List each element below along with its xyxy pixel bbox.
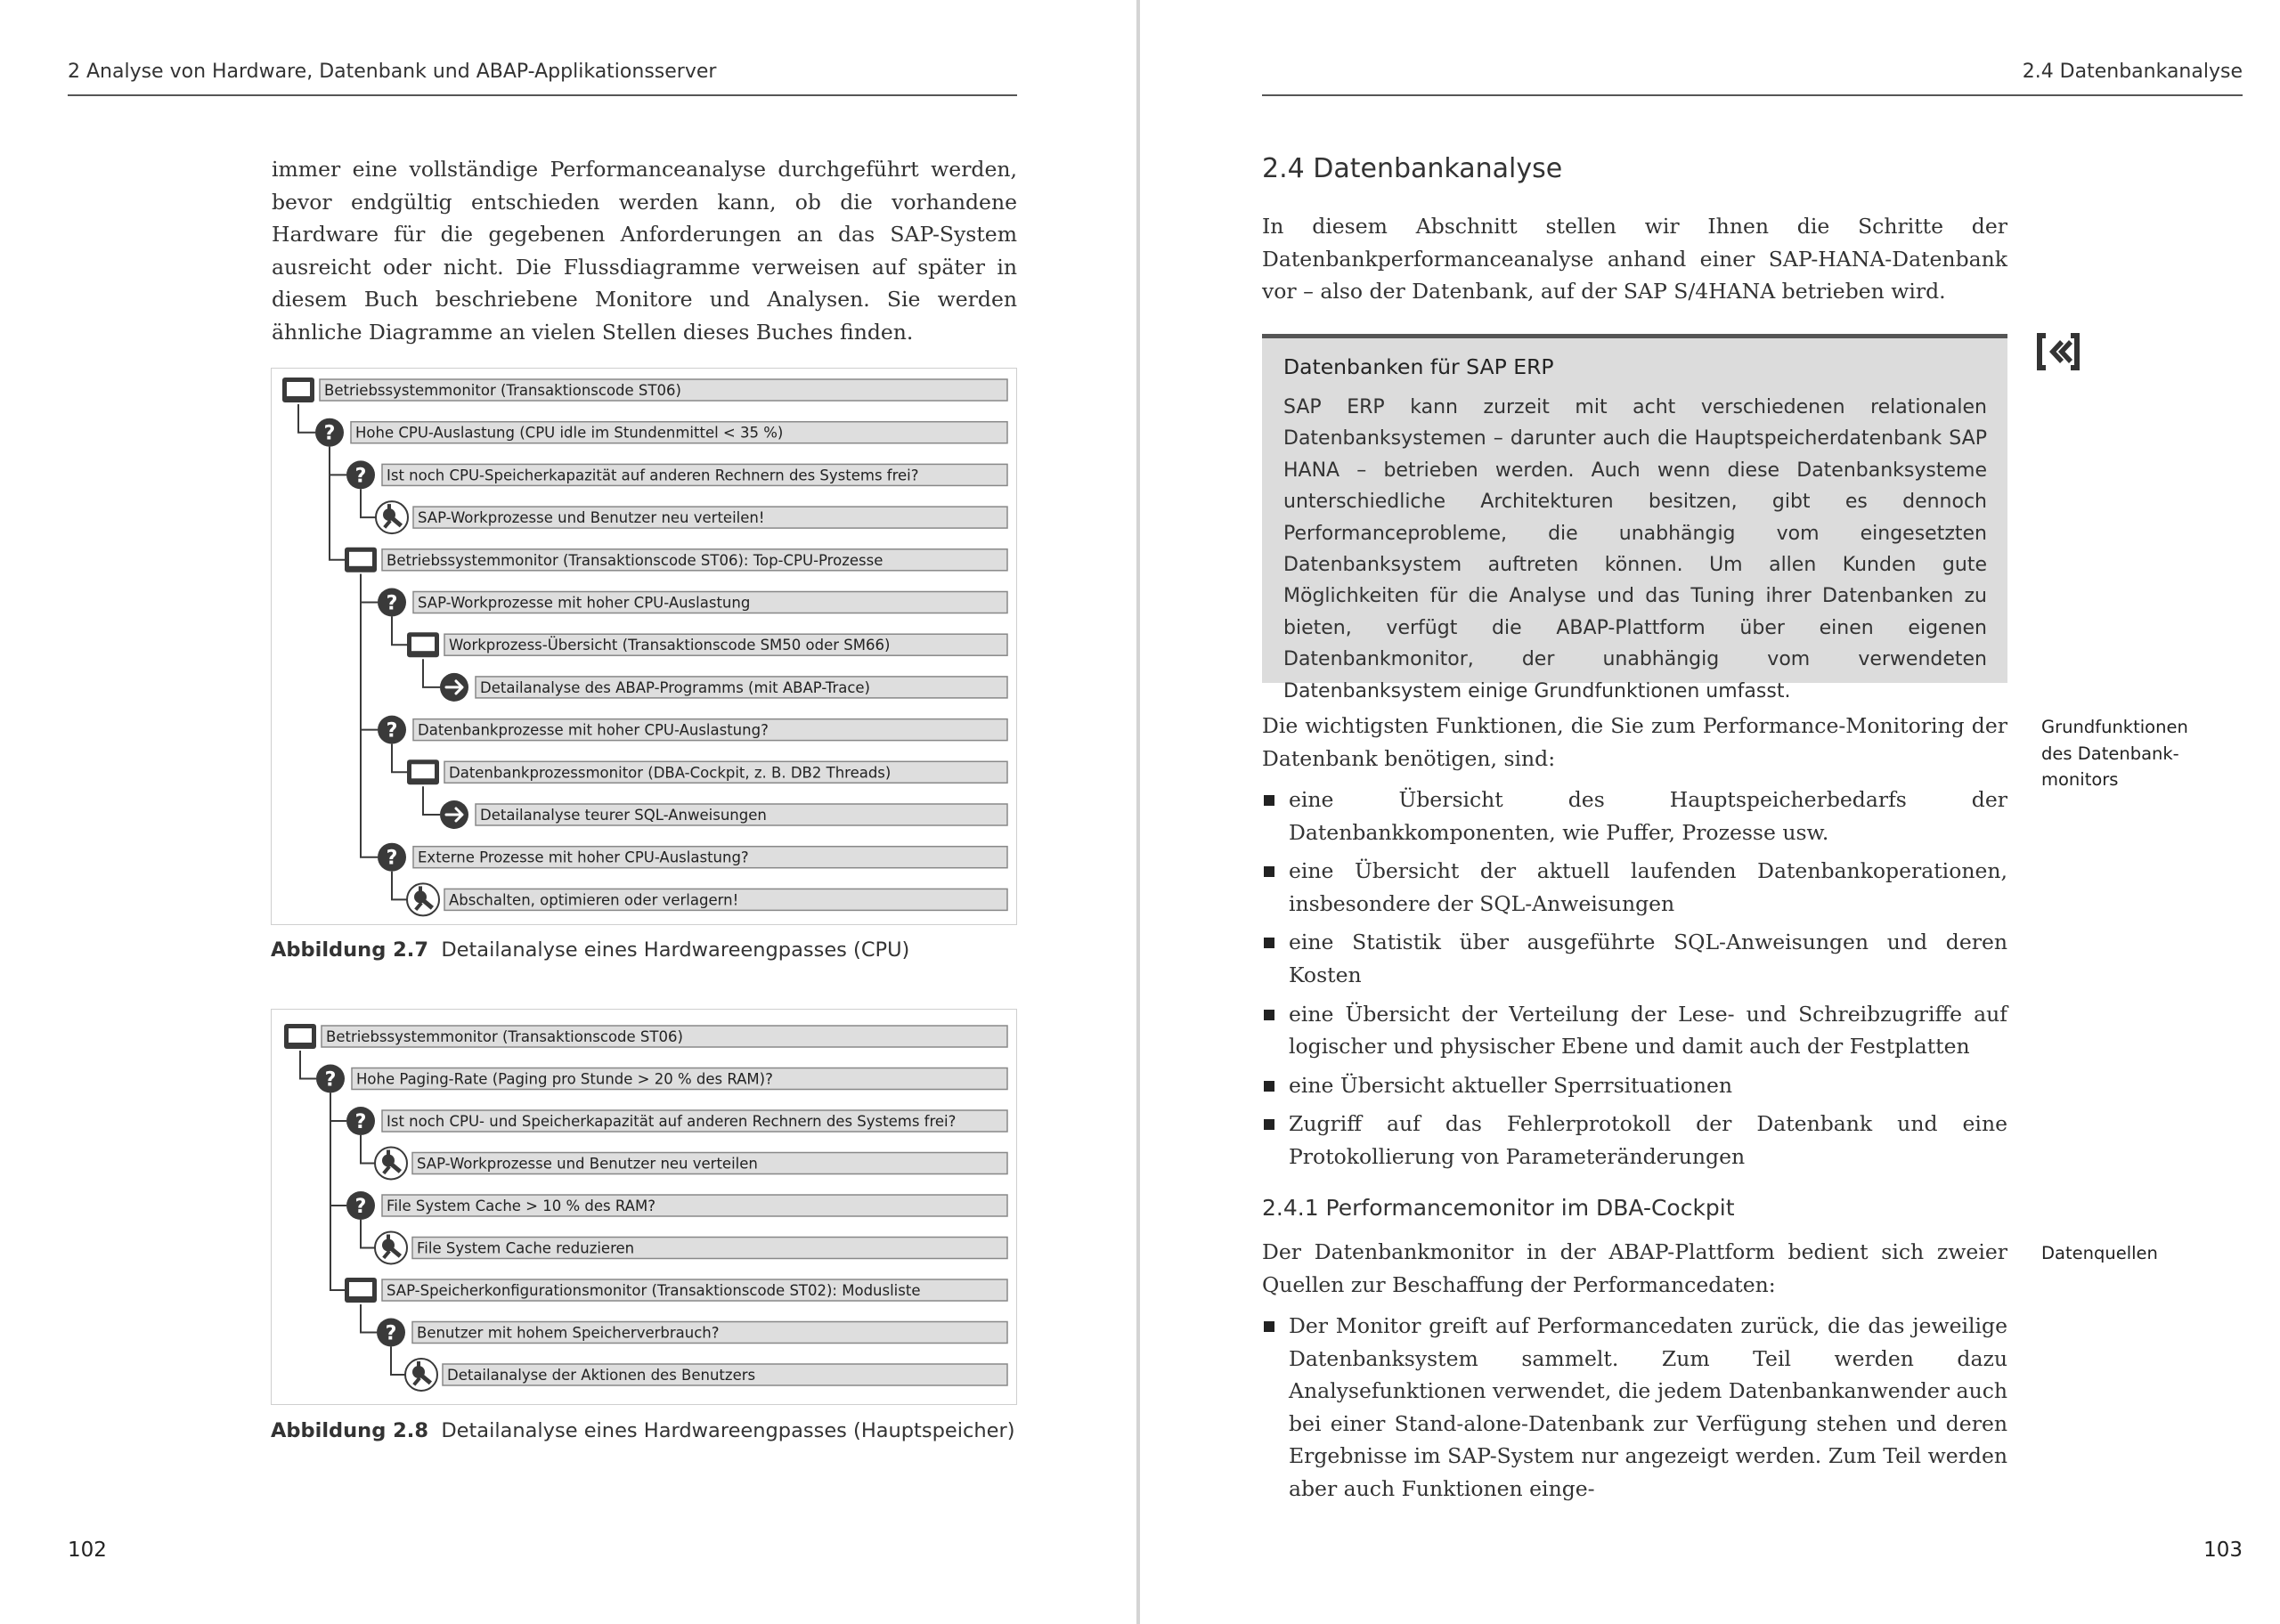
functions-list xyxy=(1262,784,2007,1180)
info-box xyxy=(1262,334,2007,702)
caption-number: Abbildung 2.8 xyxy=(271,1419,428,1442)
svg-text:?: ? xyxy=(386,592,398,615)
flow-step xyxy=(407,759,1007,784)
figure-memory-flowchart xyxy=(271,1009,1017,1405)
question-icon xyxy=(346,1107,375,1135)
flow-step xyxy=(316,1065,1007,1093)
flow-step xyxy=(375,1232,1007,1264)
page-number-right: 103 xyxy=(2203,1539,2243,1562)
info-box-title: Datenbanken für SAP ERP xyxy=(1283,354,1554,379)
monitor-icon xyxy=(345,1278,377,1303)
svg-text:?: ? xyxy=(386,847,398,870)
flow-step xyxy=(345,548,1007,572)
svg-text:?: ? xyxy=(354,1196,367,1218)
caption-text: Detailanalyse eines Hardwareengpasses (CPU) xyxy=(441,938,910,962)
running-head-right: 2.4 Datenbankanalyse xyxy=(2022,61,2243,83)
memory-flowchart-diagram xyxy=(272,1010,1018,1406)
cpu-flowchart-diagram xyxy=(272,369,1018,926)
flow-step-label: SAP-Workprozesse und Benutzer neu verteilen! xyxy=(418,509,765,527)
flow-step xyxy=(346,1107,1007,1135)
flow-step-label: Hohe CPU-Auslastung (CPU idle im Stundenmittel < 35 %) xyxy=(355,424,784,442)
flow-step-label: Ist noch CPU-Speicherkapazität auf anderen Rechnern des Systems frei? xyxy=(387,467,919,484)
question-icon xyxy=(377,1319,405,1347)
flow-step xyxy=(407,632,1007,657)
info-box-text: SAP ERP kann zurzeit mit acht verschiedenen relationalen Datenbanksystemen – darunter auch die Hauptspeicherdatenbank SAP HANA – betrieben werden. Auch wenn diese Datenbanksysteme unterschiedliche Architekturen besitzen, gibt es dennoch Performanceprobleme, die unabhängig vom eingesetzten Datenbanksystem auftreten können. Um allen Kunden gute Möglichkeiten für die Analyse und das Tuning ihrer Datenbanken zu bieten, verfügt die ABAP-Plattform über einen eigenen Datenbankmonitor, der unabhängig vom verwendeten Datenbanksystem einige Grundfunktionen umfasst. xyxy=(1283,396,1987,702)
sources-list xyxy=(1262,1310,2007,1512)
running-head-left: 2 Analyse von Hardware, Datenbank und ABAP-Applikationsserver xyxy=(68,61,717,83)
list-item: eine Übersicht der aktuell laufenden Datenbankoperationen, insbesondere der SQL-Anweisungen xyxy=(1262,855,2007,920)
flow-step xyxy=(407,883,1007,915)
flow-step xyxy=(377,1319,1007,1347)
question-icon xyxy=(346,460,375,489)
monitor-icon xyxy=(407,632,439,657)
flow-step xyxy=(378,716,1007,744)
flow-step xyxy=(440,800,1007,829)
figure-cpu-flowchart xyxy=(271,368,1017,925)
flow-step-label: SAP-Workprozesse und Benutzer neu verteilen xyxy=(417,1155,758,1173)
page-number-left: 102 xyxy=(68,1539,107,1562)
svg-text:?: ? xyxy=(386,719,398,743)
section-heading: 2.4 Datenbankanalyse xyxy=(1262,153,1563,184)
flow-step-label: Hohe Paging-Rate (Paging pro Stunde > 20 % des RAM)? xyxy=(356,1070,773,1088)
question-icon xyxy=(346,1191,375,1220)
question-icon xyxy=(378,843,406,872)
flow-step-label: Externe Prozesse mit hoher CPU-Auslastung? xyxy=(418,849,749,866)
margin-note-datenquellen: Datenquellen xyxy=(2041,1243,2158,1263)
caption-text: Detailanalyse eines Hardwareengpasses (Hauptspeicher) xyxy=(441,1419,1015,1442)
wrench-icon xyxy=(405,1359,437,1391)
list-item: Zugriff auf das Fehlerprotokoll der Datenbank und eine Protokollierung von Parameteränderungen xyxy=(1262,1108,2007,1173)
flow-step xyxy=(284,1024,1007,1049)
flow-step xyxy=(282,378,1007,402)
bracket-guillemet-icon xyxy=(2033,331,2083,372)
svg-text:?: ? xyxy=(385,1322,397,1345)
flow-step-label: File System Cache reduzieren xyxy=(417,1239,635,1257)
monitor-icon xyxy=(345,548,377,572)
flow-step-label: Datenbankprozessmonitor (DBA-Cockpit, z. B. DB2 Threads) xyxy=(449,764,892,782)
list-item: eine Übersicht des Hauptspeicherbedarfs der Datenbankkomponenten, wie Puffer, Prozesse usw. xyxy=(1262,784,2007,849)
functions-intro: Die wichtigsten Funktionen, die Sie zum Performance-Monitoring der Datenbank benötigen, sind: xyxy=(1262,713,2007,771)
flow-step-label: Betriebssystemmonitor (Transaktionscode ST06): Top-CPU-Prozesse xyxy=(387,551,884,569)
arrow-right-icon xyxy=(440,673,468,702)
figure-caption-2-8 xyxy=(271,1419,1015,1442)
question-icon xyxy=(315,418,344,447)
list-item: eine Übersicht der Verteilung der Lese- und Schreibzugriffe auf logischer und physischer Ebene und damit auch der Festplatten xyxy=(1262,998,2007,1063)
svg-text:?: ? xyxy=(323,422,336,445)
flow-step-label: Abschalten, optimieren oder verlagern! xyxy=(449,891,739,909)
flow-step-label: Ist noch CPU- und Speicherkapazität auf anderen Rechnern des Systems frei? xyxy=(387,1113,957,1130)
header-rule-right xyxy=(1262,94,2243,96)
question-icon xyxy=(378,716,406,744)
list-item: eine Übersicht aktueller Sperrsituationen xyxy=(1262,1069,2007,1102)
figure-caption-2-7 xyxy=(271,938,909,962)
flow-step-label: Betriebssystemmonitor (Transaktionscode ST06) xyxy=(324,382,681,399)
margin-note-grundfunktionen: Grundfunktionen des Datenbank-monitors xyxy=(2041,717,2188,790)
section-intro: In diesem Abschnitt stellen wir Ihnen die Schritte der Datenbankperformanceanalyse anhand einer SAP-HANA-Datenbank vor – also der Datenbank, auf der SAP S/4HANA betrieben wird. xyxy=(1262,214,2007,304)
monitor-icon xyxy=(407,759,439,784)
flow-step xyxy=(346,1191,1007,1220)
svg-text:?: ? xyxy=(354,1111,367,1133)
flow-step-label: File System Cache > 10 % des RAM? xyxy=(387,1198,656,1214)
monitor-icon xyxy=(282,378,314,402)
flow-step-label: Benutzer mit hohem Speicherverbrauch? xyxy=(417,1324,720,1342)
flow-step-label: SAP-Speicherkonfigurationsmonitor (Transaktionscode ST02): Modusliste xyxy=(387,1282,921,1299)
wrench-icon xyxy=(376,501,408,533)
intro-paragraph: immer eine vollständige Performanceanalyse durchgeführt werden, bevor endgültig entschieden werden kann, ob die vorhandene Hardware für die gegebenen Anforderungen an das SAP-System ausreicht oder nicht. Die Flussdiagramme verweisen auf später in diesem Buch beschriebene Monitore und Analysen. Sie werden ähnliche Diagramme an vielen Stellen dieses Buches finden. xyxy=(272,157,1017,345)
wrench-icon xyxy=(375,1232,407,1264)
subsection-intro: Der Datenbankmonitor in der ABAP-Plattform bedient sich zweier Quellen zur Beschaffung der Performancedaten: xyxy=(1262,1239,2007,1297)
flow-step xyxy=(346,460,1007,489)
flow-step-label: Detailanalyse der Aktionen des Benutzers xyxy=(447,1367,756,1384)
flow-step xyxy=(376,501,1007,533)
subsection-heading: 2.4.1 Performancemonitor im DBA-Cockpit xyxy=(1262,1195,1735,1221)
flow-step xyxy=(345,1278,1007,1303)
monitor-icon xyxy=(284,1024,316,1049)
flow-step xyxy=(405,1359,1007,1391)
flow-step-label: Datenbankprozesse mit hoher CPU-Auslastung? xyxy=(418,721,769,739)
right-page xyxy=(1140,0,2280,1624)
flow-step-label: SAP-Workprozesse mit hoher CPU-Auslastung xyxy=(418,594,751,612)
flow-step xyxy=(315,418,1007,447)
wrench-icon xyxy=(407,883,439,915)
flow-step xyxy=(440,673,1007,702)
svg-text:?: ? xyxy=(324,1068,337,1092)
flow-step-label: Betriebssystemmonitor (Transaktionscode ST06) xyxy=(326,1028,683,1045)
flow-step xyxy=(378,843,1007,872)
question-icon xyxy=(316,1065,345,1093)
flow-step-label: Detailanalyse teurer SQL-Anweisungen xyxy=(480,807,767,824)
svg-text:?: ? xyxy=(354,465,367,488)
flow-step-label: Workprozess-Übersicht (Transaktionscode SM50 oder SM66) xyxy=(449,637,891,654)
left-page xyxy=(0,0,1138,1624)
question-icon xyxy=(378,589,406,617)
wrench-icon xyxy=(375,1148,407,1180)
flow-step xyxy=(375,1148,1007,1180)
arrow-right-icon xyxy=(440,800,468,829)
flow-step-label: Detailanalyse des ABAP-Programms (mit ABAP-Trace) xyxy=(480,678,870,696)
list-item: Der Monitor greift auf Performancedaten zurück, die das jeweilige Datenbanksystem sammelt. Zum Teil werden dazu Analysefunktionen verwendet, die jedem Datenbankanwender auch bei einer Stand-alone-Datenbank zur Verfügung stehen und deren Ergebnisse im SAP-System nur angezeigt werden. Zum Teil werden aber auch Funktionen einge- xyxy=(1262,1310,2007,1506)
flow-step xyxy=(378,589,1007,617)
caption-number: Abbildung 2.7 xyxy=(271,938,428,962)
header-rule-left xyxy=(68,94,1017,96)
list-item: eine Statistik über ausgeführte SQL-Anweisungen und deren Kosten xyxy=(1262,926,2007,991)
